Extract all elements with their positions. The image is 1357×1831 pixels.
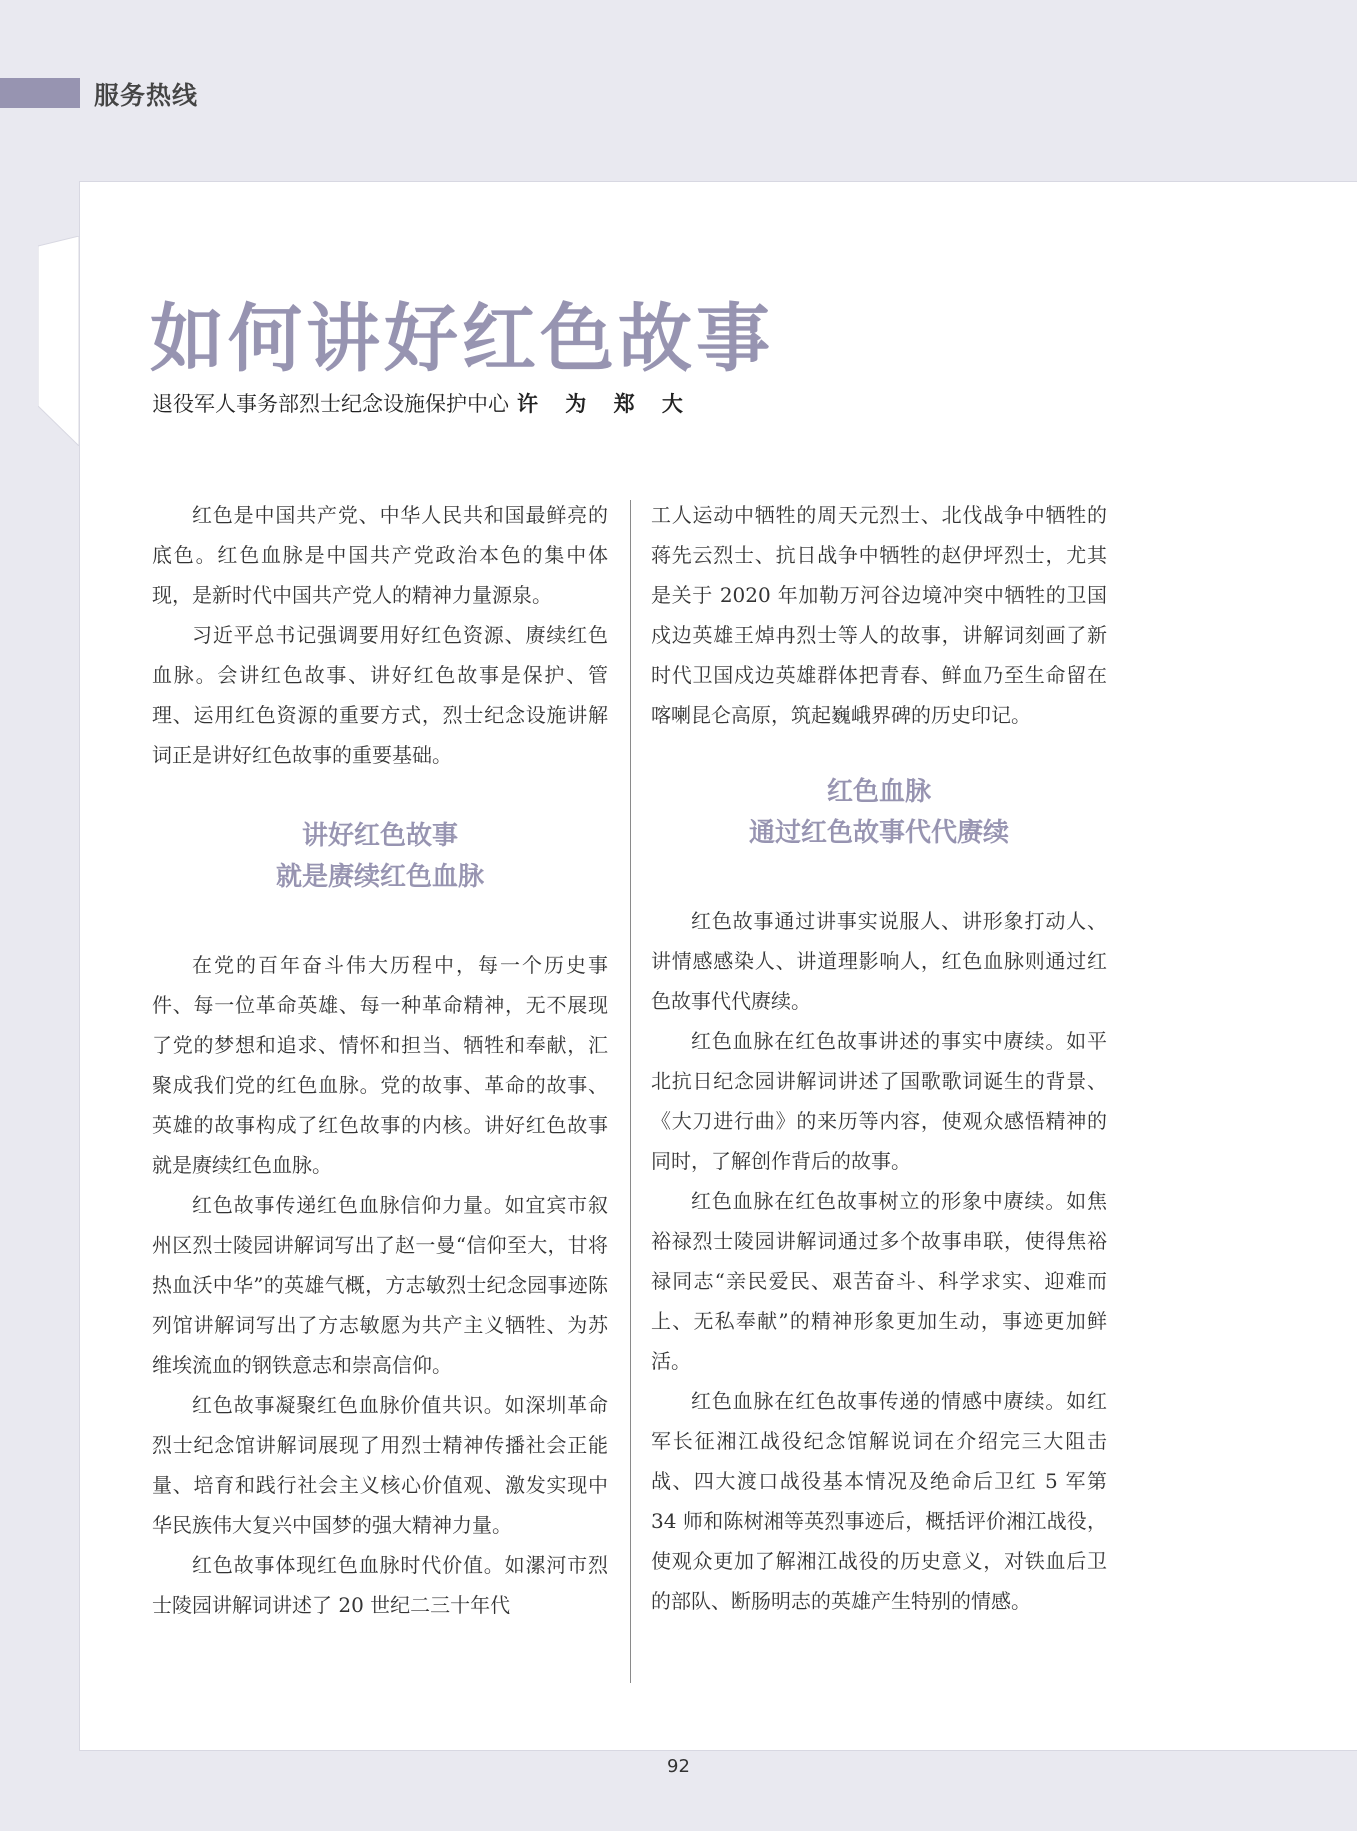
section-color-bar [0,78,80,108]
paragraph: 红色血脉在红色故事讲述的事实中赓续。如平北抗日纪念园讲解词讲述了国歌歌词诞生的背景、《大刀进行曲》的来历等内容，使观众感悟精神的同时，了解创作背后的故事。 [651,1029,1107,1173]
byline [152,388,693,418]
section-heading [152,816,608,898]
byline-authors: 许 为 郑 大 [517,392,693,416]
paragraph: 红色血脉在红色故事传递的情感中赓续。如红军长征湘江战役纪念馆解说词在介绍完三大阻击战、四大渡口战役基本情况及绝命后卫红 5 军第 34 师和陈树湘等英烈事迹后，概括评价湘江战役，使观众更加了解湘江战役的历史意义，对铁血后卫的部队、断肠明志的英雄产生特别的情感。 [651,1389,1107,1613]
column-divider [630,500,631,1683]
paragraph: 红色故事凝聚红色血脉价值共识。如深圳革命烈士纪念馆讲解词展现了用烈士精神传播社会正能量、培育和践行社会主义核心价值观、激发实现中华民族伟大复兴中国梦的强大精神力量。 [152,1393,608,1537]
section-label: 服务热线 [94,81,199,110]
paragraph-continued: 工人运动中牺牲的周天元烈士、北伐战争中牺牲的蒋先云烈士、抗日战争中牺牲的赵伊坪烈士，尤其是关于 2020 年加勒万河谷边境冲突中牺牲的卫国戍边英雄王焯冉烈士等人的故事，讲解词刻画了新时代卫国戍边英雄群体把青春、鲜血乃至生命留在喀喇昆仑高原，筑起巍峨界碑的历史印记。 [651,503,1107,727]
byline-organization: 退役军人事务部烈士纪念设施保护中心 [152,392,509,416]
section-heading [651,772,1107,854]
paragraph: 红色是中国共产党、中华人民共和国最鲜亮的底色。红色血脉是中国共产党政治本色的集中体现，是新时代中国共产党人的精神力量源泉。 [152,503,608,607]
paragraph: 在党的百年奋斗伟大历程中，每一个历史事件、每一位革命英雄、每一种革命精神，无不展现了党的梦想和追求、情怀和担当、牺牲和奉献，汇聚成我们党的红色血脉。党的故事、革命的故事、英雄的故事构成了红色故事的内核。讲好红色故事就是赓续红色血脉。 [152,953,608,1177]
paragraph: 红色血脉在红色故事树立的形象中赓续。如焦裕禄烈士陵园讲解词通过多个故事串联，使得焦裕禄同志“亲民爱民、艰苦奋斗、科学求实、迎难而上、无私奉献”的精神形象更加生动，事迹更加鲜活。 [651,1189,1107,1373]
article-title: 如何讲好红色故事 [150,296,774,382]
left-column [152,495,608,1625]
section-heading-line: 红色血脉 [826,777,931,807]
paragraph: 红色故事传递红色血脉信仰力量。如宜宾市叙州区烈士陵园讲解词写出了赵一曼“信仰至大，甘将热血沃中华”的英雄气概，方志敏烈士纪念园事迹陈列馆讲解词写出了方志敏愿为共产主义牺牲、为苏维埃流血的钢铁意志和崇高信仰。 [152,1193,608,1377]
section-heading-line: 通过红色故事代代赓续 [748,818,1009,848]
section-heading-line: 就是赓续红色血脉 [275,862,484,892]
paragraph: 红色故事通过讲事实说服人、讲形象打动人、讲情感感染人、讲道理影响人，红色血脉则通过红色故事代代赓续。 [651,909,1107,1013]
paragraph: 习近平总书记强调要用好红色资源、赓续红色血脉。会讲红色故事、讲好红色故事是保护、管理、运用红色资源的重要方式，烈士纪念设施讲解词正是讲好红色故事的重要基础。 [152,623,608,767]
section-heading-line: 讲好红色故事 [301,821,458,851]
right-column [651,495,1107,1621]
page-number: 92 [667,1756,690,1777]
paragraph: 红色故事体现红色血脉时代价值。如漯河市烈士陵园讲解词讲述了 20 世纪二三十年代 [152,1553,608,1617]
